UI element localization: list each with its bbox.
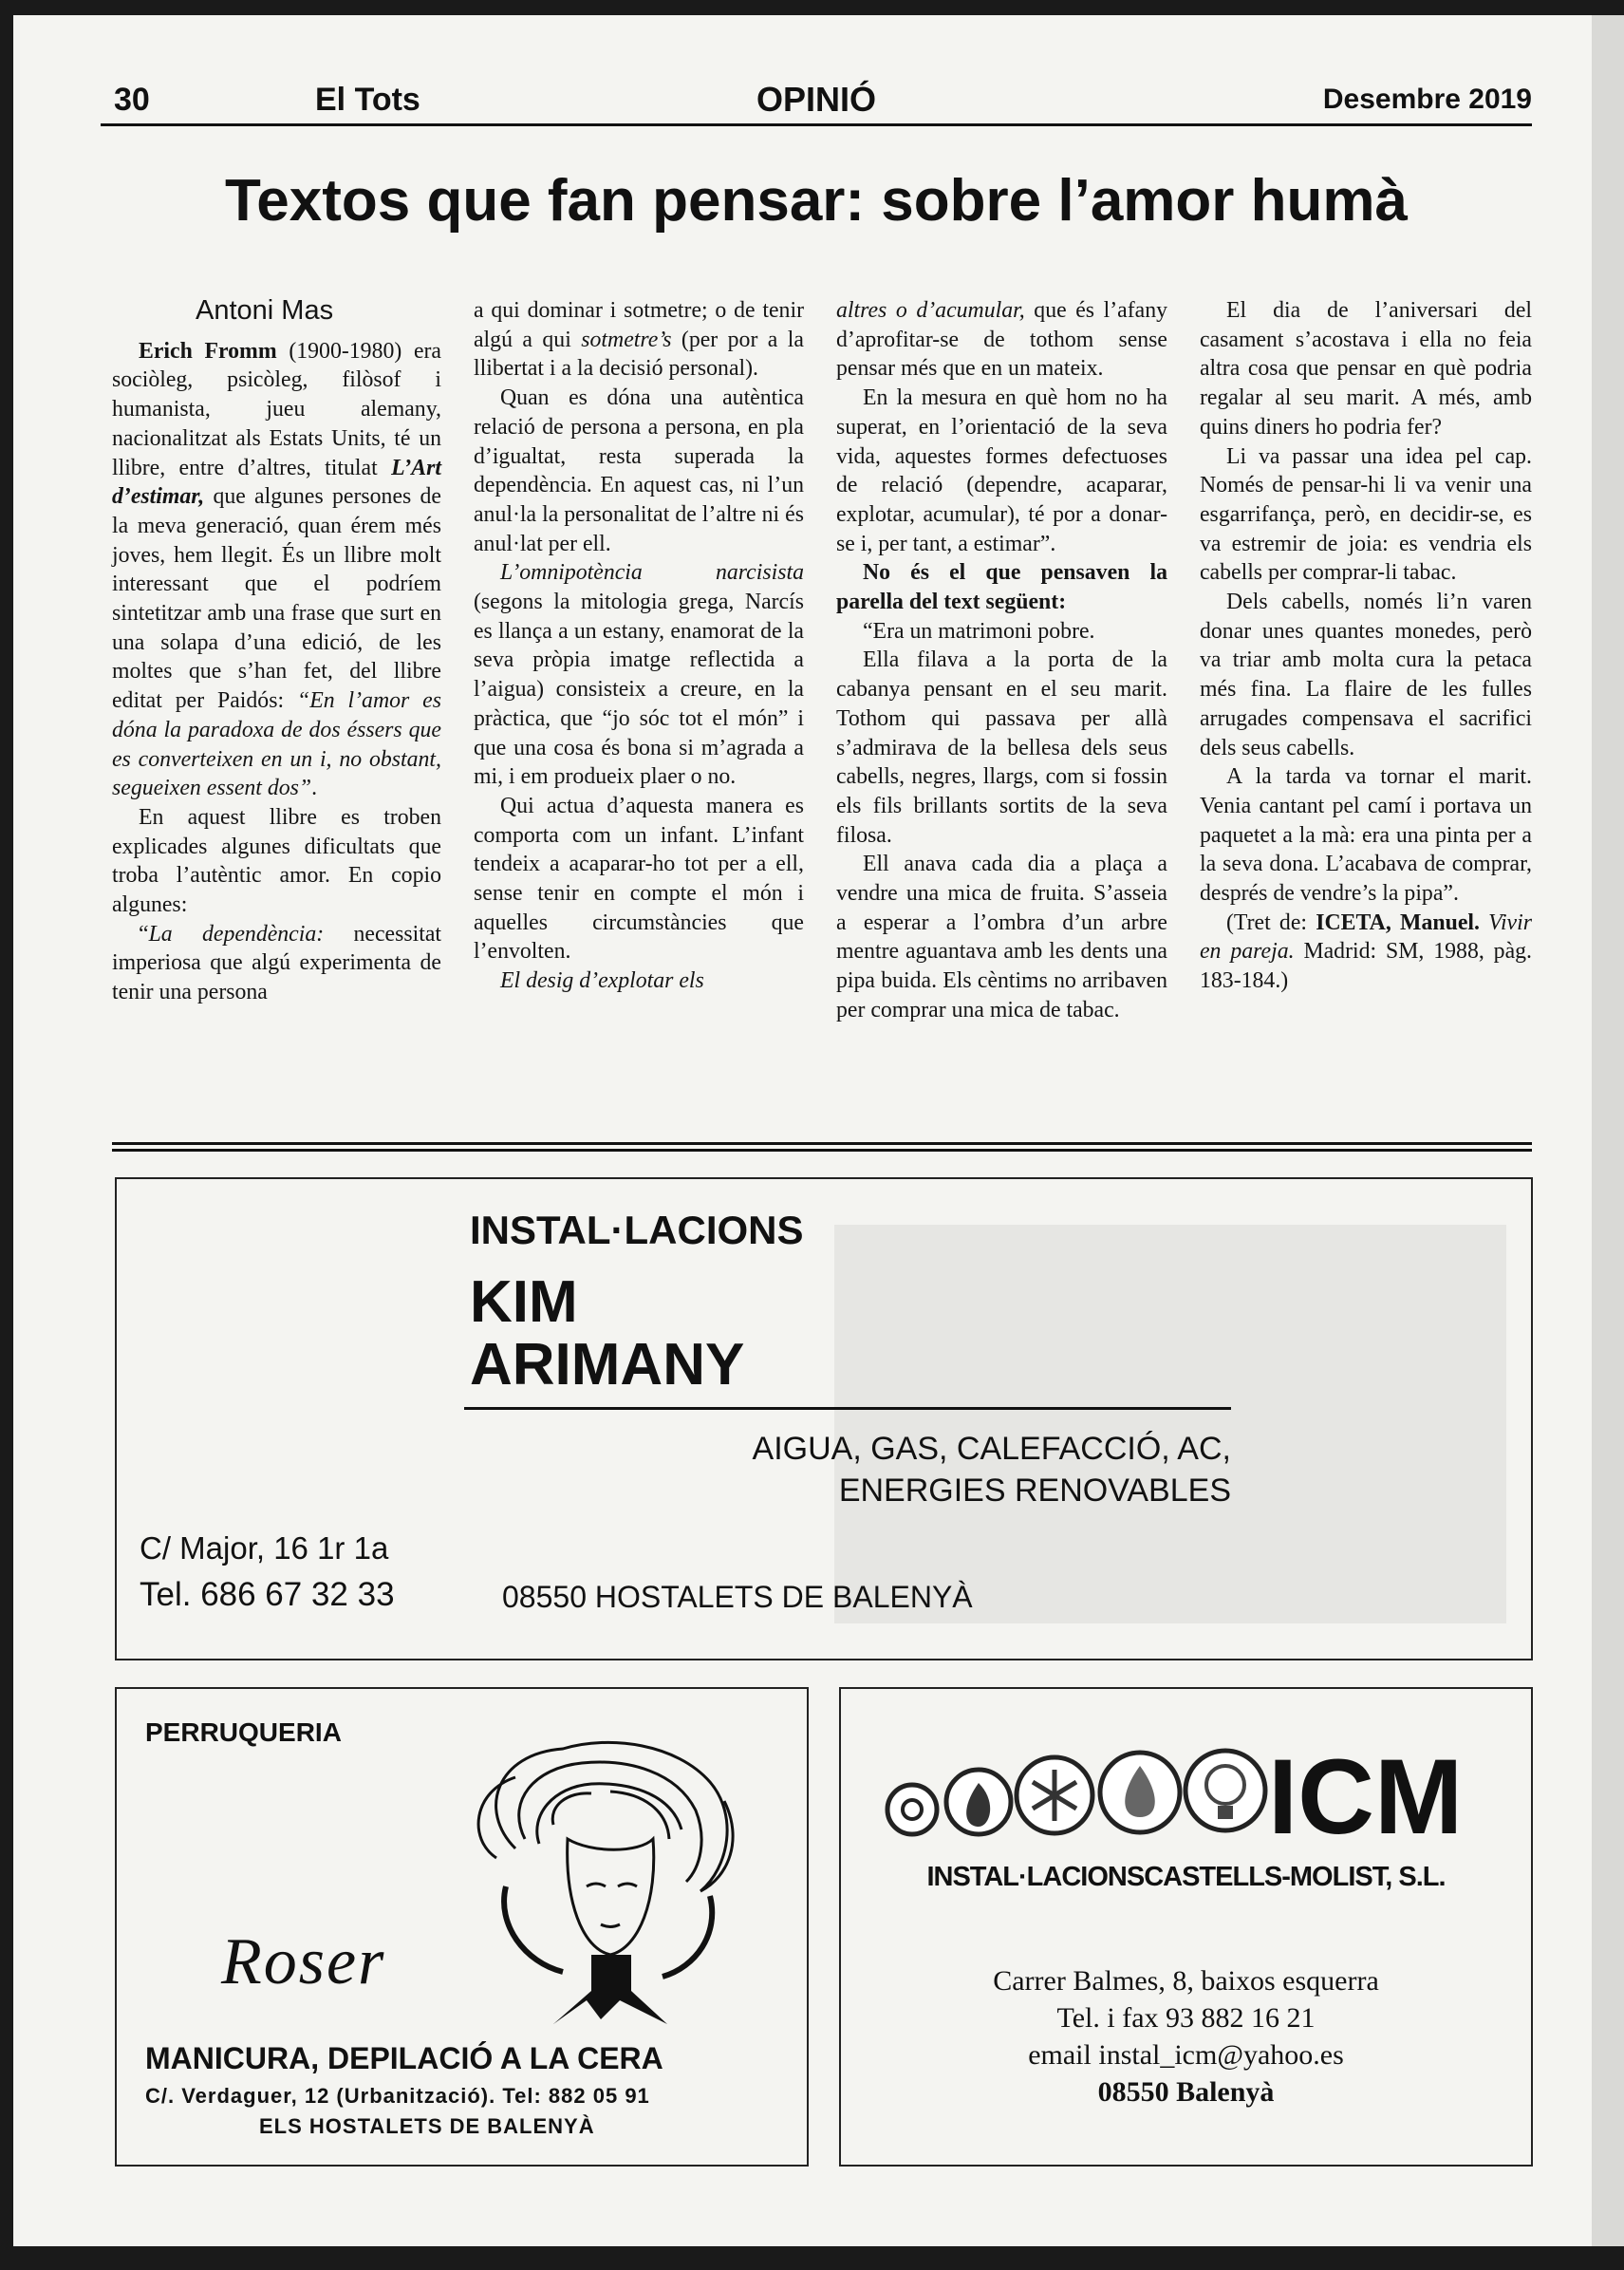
article-paragraph: El desig d’explotar els — [500, 968, 704, 994]
article-paragraph: altres o d’acumular, que és l’afany d’aprofitar-se de tothom sense pensar més que en un mateix. — [836, 298, 1167, 382]
article-author: Antoni Mas — [196, 295, 334, 326]
article-paragraph: a qui dominar i sotmetre; o de tenir algú a qui sotmetre’s (per por a la llibertat i a la decisió personal). — [474, 298, 804, 382]
article-paragraph: Ell anava cada dia a plaça a vendre una mica de fruita. S’asseia a esperar a l’ombra d’un arbre mentre aguantava amb les dents una pipa buida. Els cèntims no arribaven per comprar una mica de tabac. — [836, 852, 1167, 1022]
icm-email: email instal_icm@yahoo.es — [1028, 2039, 1344, 2071]
ad-kim-name — [470, 1271, 744, 1397]
article-paragraph: En aquest llibre es troben explicades algunes dificultats que troba l’autèntic amor. En copio algunes: — [112, 804, 441, 918]
ad-kim-city: 08550 HOSTALETS DE BALENYÀ — [502, 1580, 973, 1614]
icm-city: 08550 Balenyà — [1097, 2076, 1275, 2108]
publication-name: El Tots — [315, 82, 420, 118]
section-divider — [112, 1142, 1532, 1152]
article-title: Textos que fan pensar: sobre l’amor humà — [224, 168, 1409, 234]
article-paragraph: Erich Fromm (1900-1980) era sociòleg, psicòleg, filòsof i humanista, jueu alemany, nacionalitzat als Estats Units, té un llibre, entre d’altres, titulat L’Art d’estimar, que algunes persones de la meva generació, quan érem més joves, hem llegit. És un llibre molt interessant que el podríem sintetitzar amb una frase que surt en una solapa d’una edició, de les moltes que s’han fet, del llibre editat per Paidós: “En l’amor es dóna la paradoxa de dos éssers que es converteixen en un i, no obstant, segueixen essent dos”. — [112, 338, 442, 801]
article-column-3 — [836, 296, 1167, 1025]
gear-icon — [887, 1785, 937, 1834]
page-number: 30 — [114, 82, 150, 118]
ad-kim-services — [601, 1428, 1231, 1511]
ad-roser-city: ELS HOSTALETS DE BALENYÀ — [259, 2114, 595, 2138]
ad-kim-services-line2: ENERGIES RENOVABLES — [838, 1473, 1231, 1509]
ad-roser-address: C/. Verdaguer, 12 (Urbanització). Tel: 882 05 91 — [145, 2084, 650, 2108]
icm-address: Carrer Balmes, 8, baixos esquerra — [993, 1965, 1379, 1997]
column-1-paragraphs — [112, 337, 441, 1007]
icm-letters: ICM — [1268, 1743, 1464, 1838]
article-paragraph: Ella filava a la porta de la cabanya pensant en el seu marit. Tothom qui passava per allà s’admirava de la bellesa dels seus cabells, negres, llargs, com si fossin els fils brillants sortits de la seva filosa. — [836, 647, 1167, 848]
ad-kim-rule — [464, 1407, 1231, 1410]
icm-tagline-a: INSTAL·LACIONS — [926, 1862, 1145, 1892]
ad-kim-name-line1: KIM — [470, 1269, 578, 1335]
next-page-edge — [1592, 15, 1624, 2246]
ad-kim-phone: Tel. 686 67 32 33 — [140, 1576, 395, 1613]
issue-date: Desembre 2019 — [1322, 84, 1532, 115]
article-paragraph: Li va passar una idea pel cap. Només de pensar-hi li va venir una esgarrifança, però, en decidir-se, es va estremir de joia: es vendria els cabells per comprar-li tabac. — [1200, 443, 1532, 586]
icm-tagline — [841, 1862, 1531, 1893]
icm-phone: Tel. i fax 93 882 16 21 — [1056, 2002, 1316, 2034]
article-column-2 — [474, 296, 804, 996]
section-name: OPINIÓ — [756, 80, 877, 119]
ad-roser-kicker: PERRUQUERIA — [145, 1717, 342, 1747]
article-paragraph: Quan es dóna una autèntica relació de persona a persona, en pla d’igualtat, resta superada la dependència. En aquest cas, ni l’un anul·la la personalitat de l’altre ni és anul·lat per ell. — [474, 385, 804, 556]
page-header — [101, 74, 1532, 126]
ad-perruqueria-roser — [115, 1687, 809, 2167]
article-column-4 — [1200, 296, 1532, 996]
woman-portrait-illustration — [458, 1735, 743, 2024]
icm-logo — [884, 1743, 1491, 1838]
ad-roser-services: MANICURA, DEPILACIÓ A LA CERA — [145, 2041, 663, 2075]
ad-icm-installations — [839, 1687, 1533, 2167]
article-paragraph: (Tret de: ICETA, Manuel. Vivir en pareja. Madrid: SM, 1988, pàg. 183-184.) — [1200, 910, 1532, 994]
icm-tagline-b: CASTELLS-MOLIST, S.L. — [1144, 1862, 1446, 1892]
ad-kim-name-line2: ARIMANY — [470, 1332, 745, 1398]
icm-contact — [841, 1962, 1531, 2111]
article-paragraph: “La dependència: necessitat imperiosa que algú experimenta de tenir una persona — [112, 921, 441, 1005]
article-paragraph: El dia de l’aniversari del casament s’acostava i ella no feia altra cosa que pensar en què podria regalar al seu marit. A més, amb quins diners ho podria fer? — [1200, 298, 1532, 440]
article-paragraph: A la tarda va tornar el marit. Venia cantant pel camí i portava un paquetet a la mà: era una pinta per a la seva dona. L’acabava de comprar, després de vendre’s la pipa”. — [1200, 764, 1532, 907]
article-paragraph: Qui actua d’aquesta manera es comporta com un infant. L’infant tendeix a acaparar-ho tot per a ell, sense tenir en compte el món i aquelles circumstàncies que l’envolten. — [474, 793, 804, 965]
article-paragraph: No és el que pensaven la parella del text següent: — [836, 560, 1167, 615]
article-paragraph: “Era un matrimoni pobre. — [863, 618, 1095, 644]
ad-kim-address: C/ Major, 16 1r 1a — [140, 1530, 389, 1566]
ad-kim-kicker: INSTAL·LACIONS — [470, 1208, 804, 1252]
article-paragraph: L’omnipotència narcisista (segons la mitologia grega, Narcís es llança a un estany, enamorat de la seva pròpia imatge reflectida a l’aigua) consisteix a creure, en la pràctica, que “jo sóc tot el món” i que una cosa és bona si m’agrada a mi, i em produeix plaer o no. — [474, 560, 804, 790]
ad-kim-arimany — [115, 1177, 1533, 1660]
ad-roser-brand: Roser — [221, 1925, 386, 1998]
article-column-1 — [112, 296, 441, 1007]
ad-bleed-through-area — [834, 1225, 1506, 1623]
ad-kim-services-line1: AIGUA, GAS, CALEFACCIÓ, AC, — [752, 1431, 1231, 1467]
article-paragraph: Dels cabells, només li’n varen donar unes quantes monedes, però va triar amb molta cura la petaca més fina. La flaire de les fulles arrugades compensava el sacrifici dels seus cabells. — [1200, 590, 1532, 760]
article-paragraph: En la mesura en què hom no ha superat, en l’orientació de la seva vida, aquestes formes defectuoses de relació (dependre, acaparar, explotar, acumular), té por a donar-se i, per tant, a estimar”. — [836, 385, 1167, 556]
